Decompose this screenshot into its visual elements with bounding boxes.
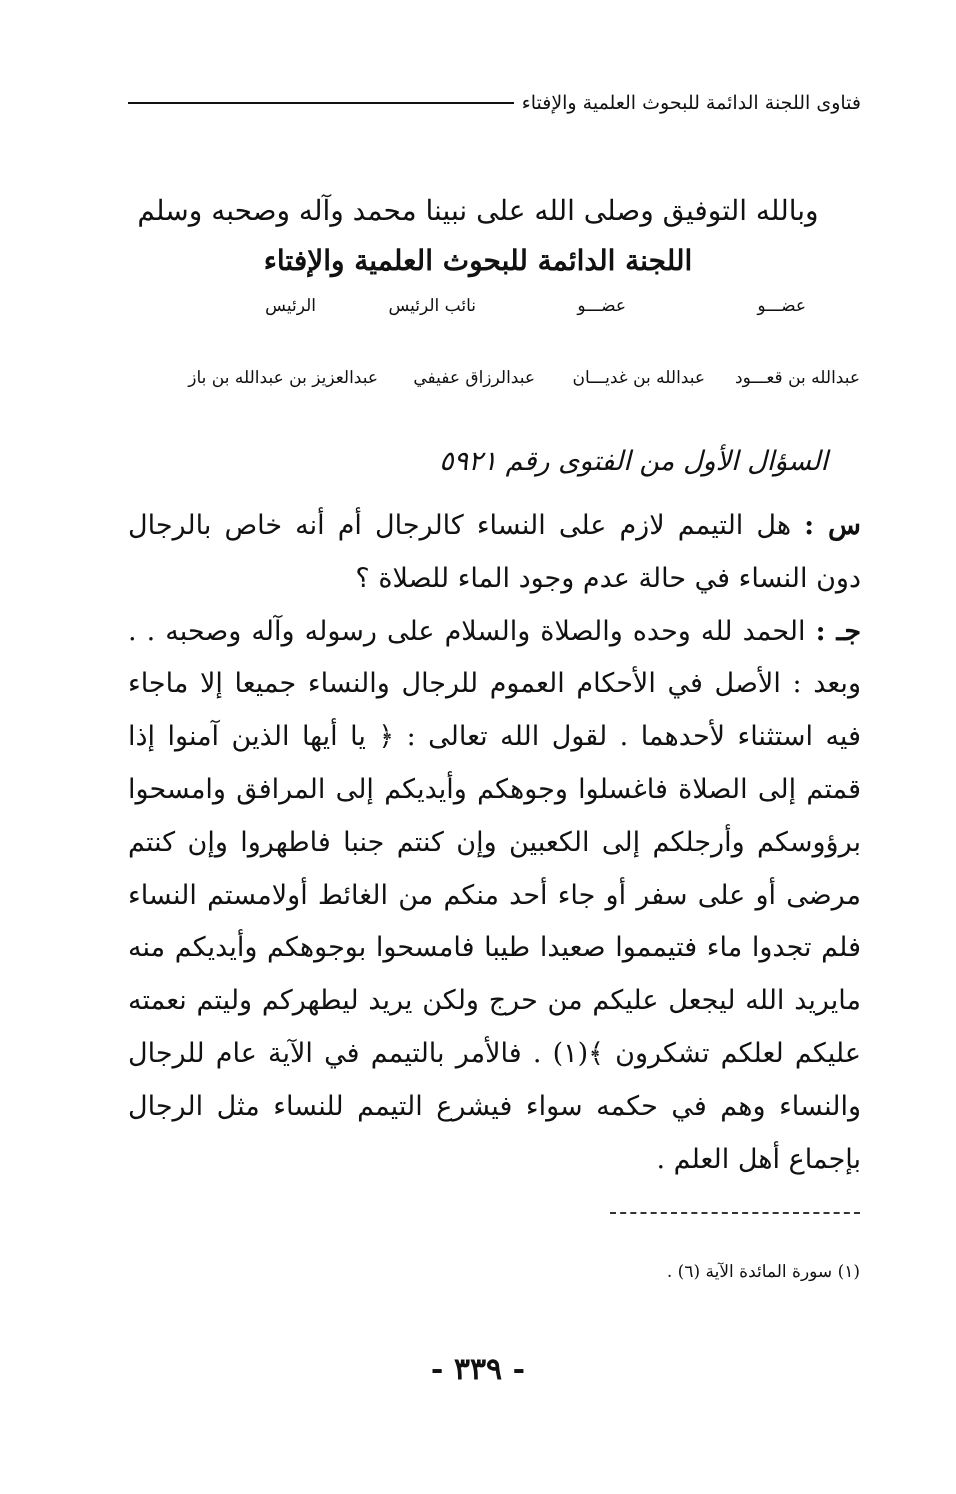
fatwa-body	[128, 500, 861, 1186]
footnote: (١) سورة المائدة الآية (٦) .	[666, 1262, 860, 1282]
committee-roles	[160, 296, 806, 326]
header-rule	[128, 102, 514, 104]
question-paragraph	[128, 500, 861, 606]
running-header-title: فتاوى اللجنة الدائمة للبحوث العلمية والإفتاء	[521, 92, 861, 114]
answer-label: جـ :	[815, 615, 862, 647]
question-heading: السؤال الأول من الفتوى رقم ٥٩٢١	[439, 446, 828, 477]
footnote-separator	[610, 1212, 860, 1214]
answer-paragraph	[128, 606, 861, 1187]
answer-text: الحمد لله وحده والصلاة والسلام على رسوله وآله وصحبه . . وبعد : الأصل في الأحكام العموم للرجال والنساء جميعا إلا ماجاء فيه استثناء لأحدهما . لقول الله تعالى : ﴿ يا أيها الذين آمنوا إذا قمتم إلى الصلاة فاغسلوا وجوهكم وأيديكم إلى المرافق وامسحوا برؤوسكم وأرجلكم إلى الكعبين وإن كنتم جنبا فاطهروا وإن كنتم مرضى أو على سفر أو جاء أحد منكم من الغائط أولامستم النساء فلم تجدوا ماء فتيمموا صعيدا طيبا فامسحوا بوجوهكم وأيديكم منه مايريد الله ليجعل عليكم من حرج ولكن يريد ليطهركم وليتم نعمته عليكم لعلكم تشكرون ﴾(١) . فالأمر بالتيمم في الآية عام للرجال والنساء وهم في حكمه سواء فيشرع التيمم للنساء مثل الرجال بإجماع أهل العلم .	[128, 615, 861, 1175]
closing-blessing: وبالله التوفيق وصلى الله على نبينا محمد وآله وصحبه وسلم	[137, 194, 819, 227]
page-number: - ٣٣٩ -	[430, 1352, 526, 1387]
role-vice-chairman: نائب الرئيس	[388, 296, 476, 316]
role-member-1: عضـــو	[757, 296, 806, 316]
question-text: هل التيمم لازم على النساء كالرجال أم أنه خاص بالرجال دون النساء في حالة عدم وجود الماء للصلاة ؟	[128, 510, 861, 594]
signatory-name-1: عبدالله بن قعـــود	[735, 368, 860, 388]
running-header	[128, 92, 861, 114]
signatory-name-2: عبدالله بن غديـــان	[572, 368, 705, 388]
question-label: س :	[804, 510, 862, 541]
role-member-2: عضـــو	[577, 296, 626, 316]
signatory-name-4: عبدالعزيز بن عبدالله بن باز	[188, 368, 378, 388]
fatwa-closing	[100, 186, 856, 286]
role-chairman: الرئيس	[265, 296, 316, 316]
committee-names	[170, 368, 860, 398]
committee-name: اللجنة الدائمة للبحوث العلمية والإفتاء	[263, 244, 693, 277]
signatory-name-3: عبدالرزاق عفيفي	[413, 368, 535, 388]
